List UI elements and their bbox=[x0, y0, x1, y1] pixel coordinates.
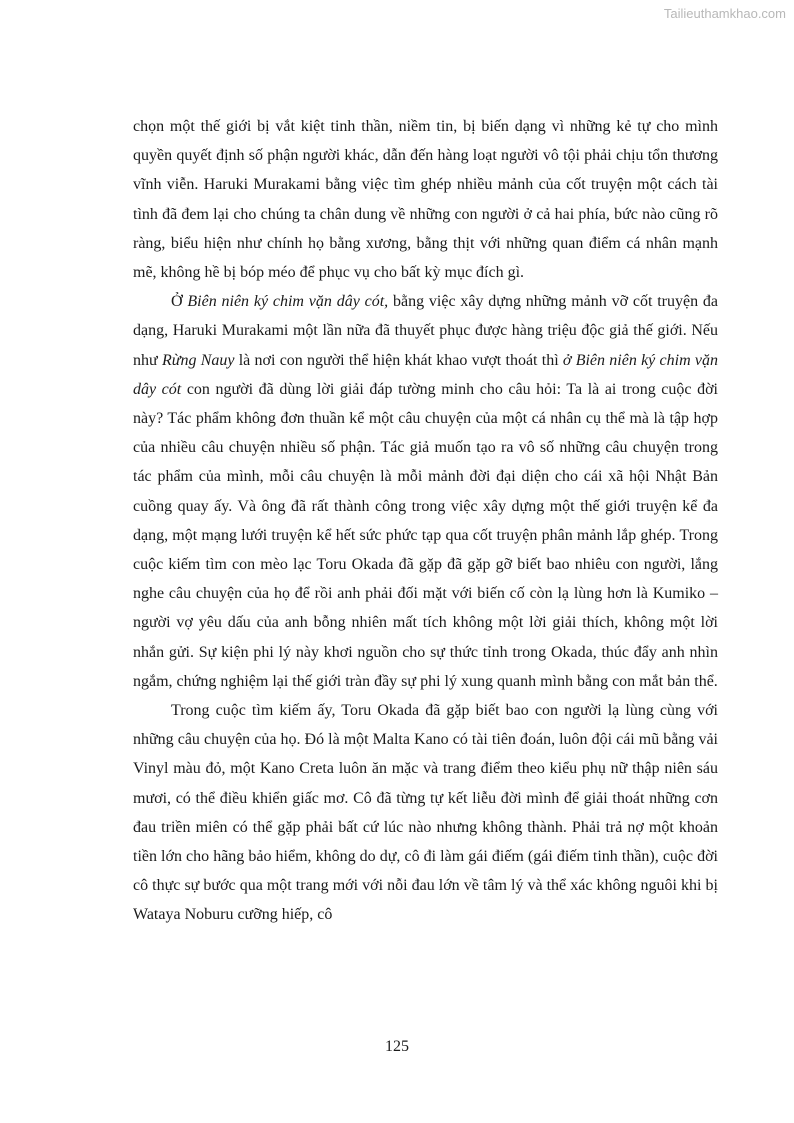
paragraph-text: là nơi con người thể hiện khát khao vượt thoát thì bbox=[234, 351, 563, 369]
book-title-italic: Rừng Nauy bbox=[161, 351, 235, 369]
page-body bbox=[133, 112, 718, 930]
page-number: 125 bbox=[385, 1038, 409, 1055]
book-title-italic: Biên niên ký chim vặn dây cót, bbox=[187, 293, 389, 311]
paragraph-text: bằng việc xây dựng những mảnh vỡ cốt truyện đa dạng, Haruki Murakami một lần nữa đã thuyết phục được hàng triệu độc giả thế giới. Nếu như bbox=[133, 293, 719, 369]
paragraph-text: Trong cuộc tìm kiếm ấy, Toru Okada đã gặp biết bao con người lạ lùng cùng với những câu chuyện của họ. Đó là một Malta Kano có tài tiên đoán, luôn đội cái mũ bằng vải Vinyl màu đỏ, một Kano Creta luôn ăn mặc và trang điểm theo kiểu phụ nữ thập niên sáu mươi, có thể điều khiển giấc mơ. Cô đã từng tự kết liễu đời mình để giải thoát những cơn đau triền miên có thể gặp phải bất cứ lúc nào nhưng không thành. Phải trả nợ một khoản tiền lớn cho hãng bảo hiểm, không do dự, cô đi làm gái điếm (gái điếm tinh thần), cuộc đời cô thực sự bước qua một trang mới với nỗi đau lớn về tâm lý và thể xác không nguôi khi bị Wataya Noburu cưỡng hiếp, cô bbox=[133, 702, 718, 924]
paragraph-text: chọn một thế giới bị vắt kiệt tinh thần, niềm tin, bị biến dạng vì những kẻ tự cho mình quyền quyết định số phận người khác, dẫn đến hàng loạt người vô tội phải chịu tổn thương vĩnh viễn. Haruki Murakami bằng việc tìm ghép nhiều mảnh của cốt truyện một cách tài tình đã đem lại cho chúng ta chân dung về những con người ở cả hai phía, bức nào cũng rõ ràng, biểu hiện như chính họ bằng xương, bằng thịt với những quan điểm cá nhân mạnh mẽ, không hề bị bóp méo để phục vụ cho bất kỳ mục đích gì. bbox=[133, 118, 718, 282]
paragraph-2 bbox=[133, 287, 718, 696]
paragraph-text: Ở bbox=[171, 293, 188, 311]
paragraph-1 bbox=[133, 112, 718, 287]
paragraph-3 bbox=[133, 696, 718, 930]
book-title-italic: ở Biên niên ký chim vặn dây cót bbox=[133, 351, 719, 398]
paragraph-text: con người đã dùng lời giải đáp tường minh cho câu hỏi: Ta là ai trong cuộc đời này? Tác phẩm không đơn thuần kể một câu chuyện của một cá nhân cụ thể mà là tập hợp của nhiều câu chuyện nhiều số phận. Tác giả muốn tạo ra vô số những câu chuyện trong tác phẩm của mình, mỗi câu chuyện là mỗi mảnh đời đại diện cho cái xã hội Nhật Bản cuồng quay ấy. Và ông đã rất thành công trong việc xây dựng một thế giới truyện kể đa dạng, một mạng lưới truyện kể hết sức phức tạp qua cốt truyện phân mảnh lắp ghép. Trong cuộc kiếm tìm con mèo lạc Toru Okada đã gặp đã gặp gỡ biết bao nhiêu con người, lắng nghe câu chuyện của họ để rồi anh phải đối mặt với biến cố còn lạ lùng hơn là Kumiko – người vợ yêu dấu của anh bỗng nhiên mất tích không một lời giải thích, không một lời nhắn gửi. Sự kiện phi lý này khơi nguồn cho sự thức tỉnh trong Okada, thúc đẩy anh nhìn ngắm, chứng nghiệm lại thế giới tràn đầy sự phi lý xung quanh mình bằng con mắt bản thể. bbox=[133, 380, 718, 690]
watermark: Tailieuthamkhao.com bbox=[663, 6, 786, 21]
